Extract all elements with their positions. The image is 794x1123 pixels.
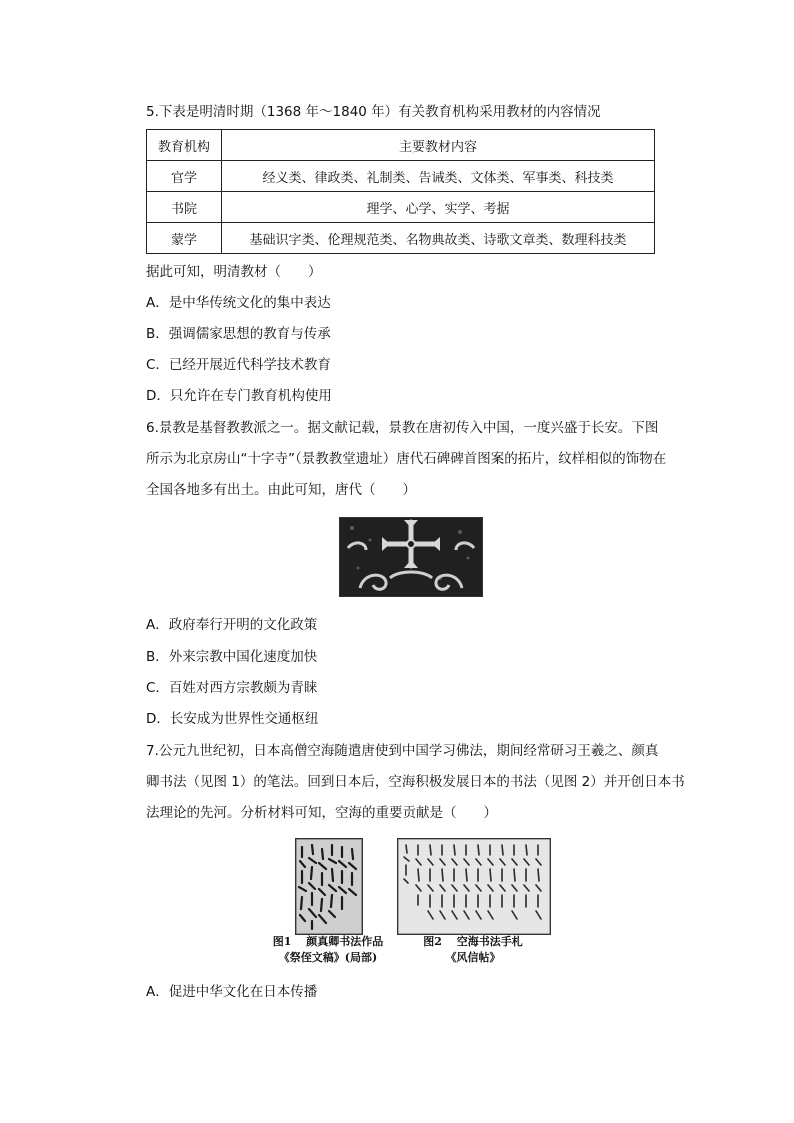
calligraphy-image-2 [397, 838, 551, 935]
cross-rubbing-icon [340, 518, 482, 596]
q6-stem-line: 所示为北京房山“十字寺”（景教教堂遗址）唐代石碑碑首图案的拓片，纹样相似的饰物在 [146, 451, 667, 467]
figure-2-caption [405, 934, 541, 966]
table-cell: 蒙学 [147, 223, 222, 254]
table-cell: 经义类、律政类、礼制类、告诫类、文体类、军事类、科技类 [222, 161, 655, 192]
q5-option-d: D．只允许在专门教育机构使用 [146, 388, 332, 404]
q7-stem-line: 卿书法（见图 1）的笔法。回到日本后，空海积极发展日本的书法（见图 2）并开创日本书 [146, 774, 685, 790]
q6-stem-line: 6.景教是基督教教派之一。据文献记载，景教在唐初传入中国，一度兴盛于长安。下图 [146, 420, 659, 436]
table-cell: 官学 [147, 161, 222, 192]
figure-1-caption [262, 934, 394, 966]
q6-option-b: B．外来宗教中国化速度加快 [146, 649, 318, 665]
q6-stem-line: 全国各地多有出土。由此可知，唐代（ ） [146, 482, 416, 498]
figure-2-caption-title: 图2 空海书法手札 [423, 935, 523, 948]
q5-stem: 5.下表是明清时期（1368 年～1840 年）有关教育机构采用教材的内容情况 [146, 104, 601, 120]
table-header: 主要教材内容 [222, 130, 655, 161]
q5-lead: 据此可知，明清教材（ ） [146, 264, 322, 280]
figure-2-caption-subtitle: 《风信帖》 [445, 951, 501, 964]
handwritten-letter-icon [398, 839, 550, 934]
table-header-row [147, 130, 655, 161]
q6-option-c: C．百姓对西方宗教颇为青睐 [146, 680, 318, 696]
stele-rubbing-image [339, 517, 483, 597]
table-row [147, 192, 655, 223]
table-cell: 理学、心学、实学、考据 [222, 192, 655, 223]
table-cell: 书院 [147, 192, 222, 223]
table-header: 教育机构 [147, 130, 222, 161]
q7-stem-line: 法理论的先河。分析材料可知，空海的重要贡献是（ ） [146, 805, 497, 821]
figure-1-caption-title: 图1 颜真卿书法作品 [272, 935, 384, 948]
q7-option-a: A．促进中华文化在日本传播 [146, 984, 318, 1000]
q6-option-d: D．长安成为世界性交通枢纽 [146, 711, 319, 727]
q5-option-c: C．已经开展近代科学技术教育 [146, 357, 331, 373]
table-cell: 基础识字类、伦理规范类、名物典故类、诗歌文章类、数理科技类 [222, 223, 655, 254]
curriculum-table [146, 129, 655, 254]
table-row [147, 223, 655, 254]
q7-stem-line: 7.公元九世纪初，日本高僧空海随遣唐使到中国学习佛法，期间经常研习王羲之、颜真 [146, 743, 659, 759]
calligraphy-manuscript-icon [296, 839, 362, 934]
table-row [147, 161, 655, 192]
figure-1-caption-subtitle: 《祭侄文稿》(局部) [278, 951, 378, 964]
q6-option-a: A．政府奉行开明的文化政策 [146, 617, 318, 633]
calligraphy-image-1 [295, 838, 363, 935]
q5-option-a: A．是中华传统文化的集中表达 [146, 295, 331, 311]
q5-option-b: B．强调儒家思想的教育与传承 [146, 326, 331, 342]
